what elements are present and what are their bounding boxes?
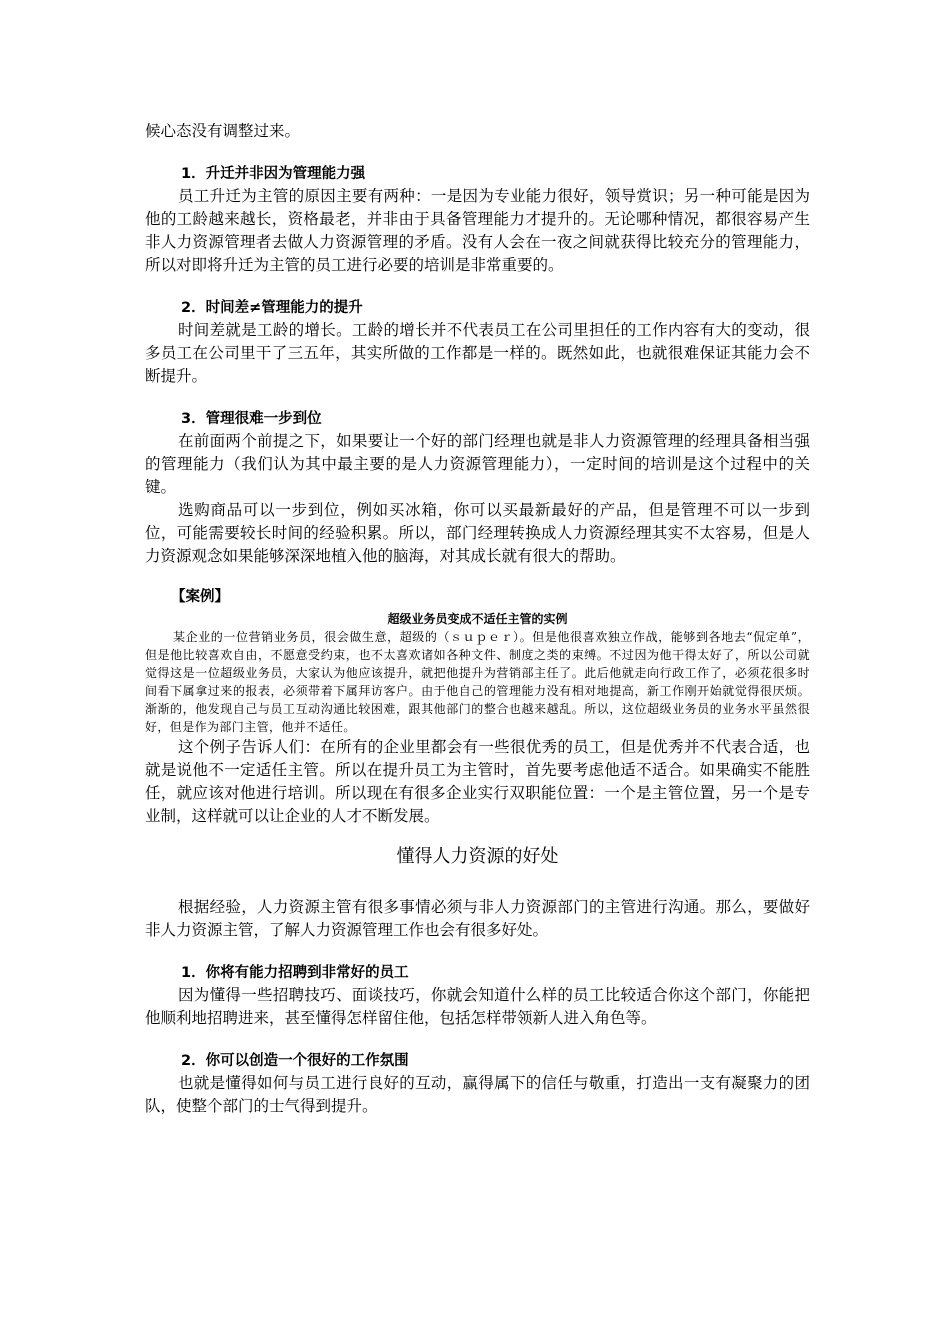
benefit-2-body: 也就是懂得如何与员工进行良好的互动，赢得属下的信任与敬重，打造出一支有凝聚力的团队，使整个部门的士气得到提升。 [145, 1074, 810, 1115]
point-2-body: 时间差就是工龄的增长。工龄的增长并不代表员工在公司里担任的工作内容有大的变动，很多员工在公司里干了三五年，其实所做的工作都是一样的。既然如此，也就很难保证其能力会不断提升。 [145, 321, 810, 385]
benefit-2-heading: 2．你可以创造一个很好的工作氛围 [181, 1053, 409, 1069]
document-page [145, 120, 810, 1118]
point-1-body: 员工升迁为主管的原因主要有两种：一是因为专业能力很好，领导赏识；另一种可能是因为他的工龄越来越长，资格最老，并非由于具备管理能力才提升的。无论哪种情况，都很容易产生非人力资源管理者去做人力资源管理的矛盾。没有人会在一夜之间就获得比较充分的管理能力，所以对即将升迁为主管的员工进行必要的培训是非常重要的。 [145, 187, 810, 274]
intro-continuation: 候心态没有调整过来。 [145, 122, 301, 140]
case-lesson: 这个例子告诉人们：在所有的企业里都会有一些很优秀的员工，但是优秀并不代表合适，也就是说他不一定适任主管。所以在提升员工为主管时，首先要考虑他适不适合。如果确实不能胜任，就应该对他进行培训。所以现在有很多企业实行双职能位置：一个是主管位置，另一个是专业制，这样就可以让企业的人才不断发展。 [145, 738, 810, 825]
case-title: 超级业务员变成不适任主管的实例 [387, 612, 568, 626]
section-title: 懂得人力资源的好处 [396, 846, 559, 867]
benefit-1-heading: 1．你将有能力招聘到非常好的员工 [181, 965, 409, 981]
point-3-body: 在前面两个前提之下，如果要让一个好的部门经理也就是非人力资源管理的经理具备相当强的管理能力（我们认为其中最主要的是人力资源管理能力），一定时间的培训是这个过程中的关键。 [145, 432, 810, 496]
point-3-heading: 3．管理很难一步到位 [181, 411, 322, 427]
point-3-body-continued: 选购商品可以一步到位，例如买冰箱，你可以买最新最好的产品，但是管理不可以一步到位，可能需要较长时间的经验积累。所以，部门经理转换成人力资源经理其实不太容易，但是人力资源观念如果能够深深地植入他的脑海，对其成长就有很大的帮助。 [145, 501, 810, 565]
case-body: 某企业的一位营销业务员，很会做生意，超级的（ｓｕｐｅｒ）。但是他很喜欢独立作战，能够到各地去“侃定单”，但是他比较喜欢自由，不愿意受约束，也不太喜欢诸如各种文件、制度之类的束缚。不过因为他干得太好了，所以公司就觉得这是一位超级业务员，大家认为他应该提升，就把他提升为营销部主任了。此后他就走向行政工作了，必须花很多时间看下属拿过来的报表，必须带着下属拜访客户。由于他自己的管理能力没有相对地提高，新工作刚开始就觉得很厌烦。渐渐的，他发现自己与员工互动沟通比较困难，跟其他部门的整合也越来越乱。所以，这位超级业务员的业务水平虽然很好，但是作为部门主管，他并不适任。 [145, 630, 810, 734]
benefit-1-body: 因为懂得一些招聘技巧、面谈技巧，你就会知道什么样的员工比较适合你这个部门，你能把他顺利地招聘进来，甚至懂得怎样留住他，包括怎样带领新人进入角色等。 [145, 986, 810, 1027]
point-2-heading: 2．时间差≠管理能力的提升 [181, 300, 363, 316]
point-1-heading: 1．升迁并非因为管理能力强 [181, 166, 366, 182]
section-intro: 根据经验，人力资源主管有很多事情必须与非人力资源部门的主管进行沟通。那么，要做好非人力资源主管，了解人力资源管理工作也会有很多好处。 [145, 898, 810, 939]
case-label: 【案例】 [171, 589, 229, 605]
